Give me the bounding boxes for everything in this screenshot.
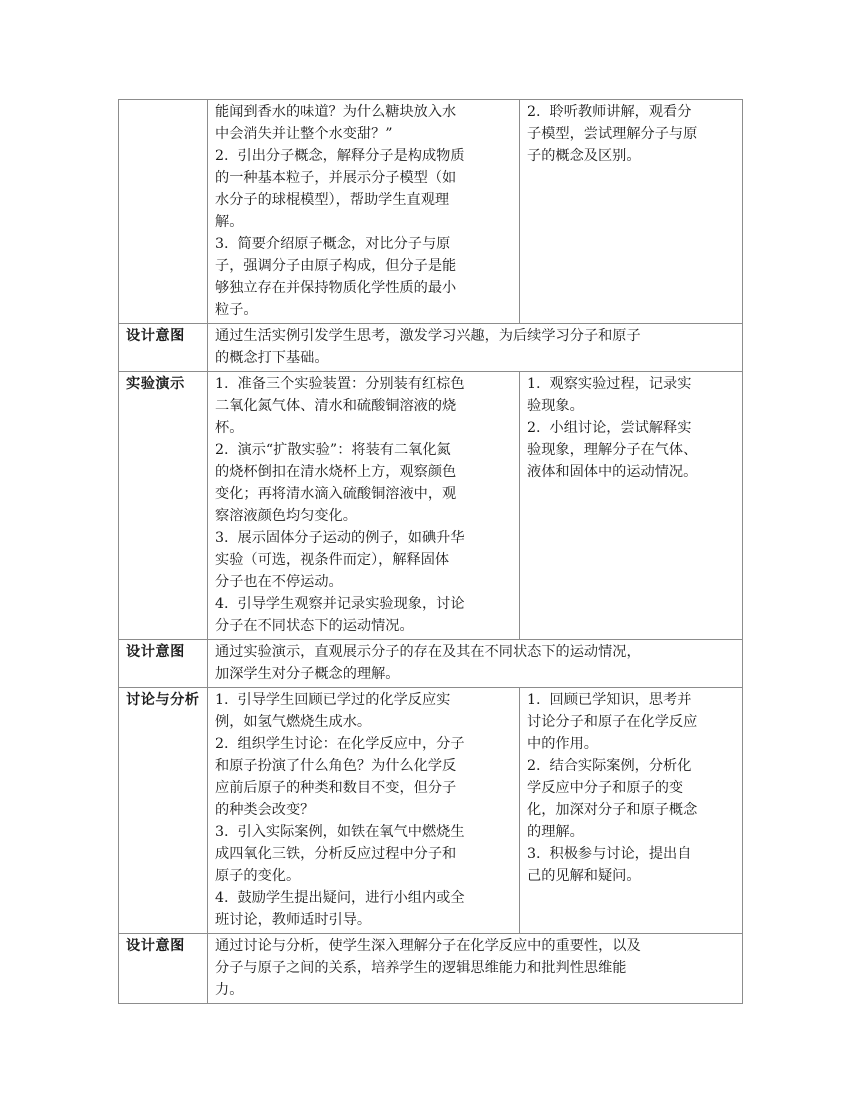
text-line: 3. 展示固体分子运动的例子，如碘升华: [215, 530, 465, 546]
text-line: 的烧杯倒扣在清水烧杯上方，观察颜色: [215, 464, 457, 480]
student-activity-cell: [520, 372, 743, 640]
text-line: 液体和固体中的运动情况。: [527, 464, 698, 480]
student-activity-cell: [520, 688, 743, 934]
lesson-plan-table: [118, 99, 743, 1004]
text-line: 学反应中分子和原子的变: [527, 780, 684, 796]
text-line: 验现象，理解分子在气体、: [527, 442, 698, 458]
text-line: 变化；再将清水滴入硫酸铜溶液中，观: [215, 486, 457, 502]
text-line: 中的作用。: [527, 736, 598, 752]
text-line: 和原子扮演了什么角色？为什么化学反: [215, 758, 457, 774]
text-line: 子，强调分子由原子构成，但分子是能: [215, 258, 457, 274]
text-line: 力。: [215, 982, 244, 998]
text-line: 3. 积极参与讨论，提出自: [527, 846, 692, 862]
design-intent-cell: [208, 934, 743, 1004]
text-line: 的种类会改变？: [215, 802, 315, 818]
text-line: 讨论分子和原子在化学反应: [527, 714, 698, 730]
text-line: 解。: [215, 214, 244, 230]
teacher-activity-cell: [208, 688, 520, 934]
text-line: 验现象。: [527, 398, 584, 414]
text-line: 1. 回顾已学知识，思考并: [527, 692, 692, 708]
text-line: 化，加深对分子和原子概念: [527, 802, 698, 818]
teacher-activity-cell: [208, 372, 520, 640]
text-line: 己的见解和疑问。: [527, 868, 641, 884]
text-line: 2. 小组讨论，尝试解释实: [527, 420, 692, 436]
lesson-plan-body: [119, 100, 743, 1004]
text-line: 2. 引出分子概念，解释分子是构成物质: [215, 148, 465, 164]
text-line: 3. 引入实际案例，如铁在氧气中燃烧生: [215, 824, 465, 840]
row-label: 讨论与分析: [119, 688, 208, 934]
text-line: 的理解。: [527, 824, 584, 840]
text-line: 2. 组织学生讨论：在化学反应中，分子: [215, 736, 465, 752]
student-activity-cell: [520, 100, 743, 324]
text-line: 能闻到香水的味道？为什么糖块放入水: [215, 104, 457, 120]
text-line: 的一种基本粒子，并展示分子模型（如: [215, 170, 457, 186]
text-line: 察溶液颜色均匀变化。: [215, 508, 357, 524]
text-line: 分子在不同状态下的运动情况。: [215, 618, 414, 634]
text-line: 4. 鼓励学生提出疑问，进行小组内或全: [215, 890, 465, 906]
table-row: [119, 934, 743, 1004]
text-line: 1. 准备三个实验装置：分别装有红棕色: [215, 376, 465, 392]
text-line: 1. 引导学生回顾已学过的化学反应实: [215, 692, 451, 708]
text-line: 2. 聆听教师讲解，观看分: [527, 104, 692, 120]
text-line: 分子也在不停运动。: [215, 574, 343, 590]
design-intent-cell: [208, 324, 743, 372]
table-row: [119, 372, 743, 640]
row-label: 设计意图: [119, 324, 208, 372]
text-line: 加深学生对分子概念的理解。: [215, 666, 400, 682]
text-line: 成四氧化三铁，分析反应过程中分子和: [215, 846, 457, 862]
text-line: 二氧化氮气体、清水和硫酸铜溶液的烧: [215, 398, 457, 414]
text-line: 够独立存在并保持物质化学性质的最小: [215, 280, 457, 296]
row-label: [119, 100, 208, 324]
row-label: 设计意图: [119, 640, 208, 688]
text-line: 子的概念及区别。: [527, 148, 641, 164]
text-line: 分子与原子之间的关系，培养学生的逻辑思维能力和批判性思维能: [215, 960, 627, 976]
text-line: 1. 观察实验过程，记录实: [527, 376, 692, 392]
text-line: 班讨论，教师适时引导。: [215, 912, 372, 928]
text-line: 的概念打下基础。: [215, 350, 329, 366]
table-row: [119, 100, 743, 324]
text-line: 中会消失并让整个水变甜？”: [215, 126, 393, 142]
text-line: 2. 结合实际案例，分析化: [527, 758, 692, 774]
text-line: 通过生活实例引发学生思考，激发学习兴趣，为后续学习分子和原子: [215, 328, 641, 344]
text-line: 3. 简要介绍原子概念，对比分子与原: [215, 236, 451, 252]
teacher-activity-cell: [208, 100, 520, 324]
text-line: 实验（可选，视条件而定），解释固体: [215, 552, 450, 568]
table-row: [119, 640, 743, 688]
text-line: 子模型，尝试理解分子与原: [527, 126, 698, 142]
design-intent-cell: [208, 640, 743, 688]
text-line: 原子的变化。: [215, 868, 301, 884]
text-line: 水分子的球棍模型），帮助学生直观理: [215, 192, 450, 208]
table-row: [119, 688, 743, 934]
row-label: 实验演示: [119, 372, 208, 640]
text-line: 例，如氢气燃烧生成水。: [215, 714, 372, 730]
text-line: 4. 引导学生观察并记录实验现象，讨论: [215, 596, 465, 612]
text-line: 粒子。: [215, 302, 258, 318]
table-row: [119, 324, 743, 372]
text-line: 杯。: [215, 420, 244, 436]
text-line: 通过讨论与分析，使学生深入理解分子在化学反应中的重要性，以及: [215, 938, 641, 954]
text-line: 2. 演示“扩散实验”：将装有二氧化氮: [215, 442, 451, 458]
row-label: 设计意图: [119, 934, 208, 1004]
text-line: 通过实验演示，直观展示分子的存在及其在不同状态下的运动情况，: [215, 644, 641, 660]
text-line: 应前后原子的种类和数目不变，但分子: [215, 780, 457, 796]
